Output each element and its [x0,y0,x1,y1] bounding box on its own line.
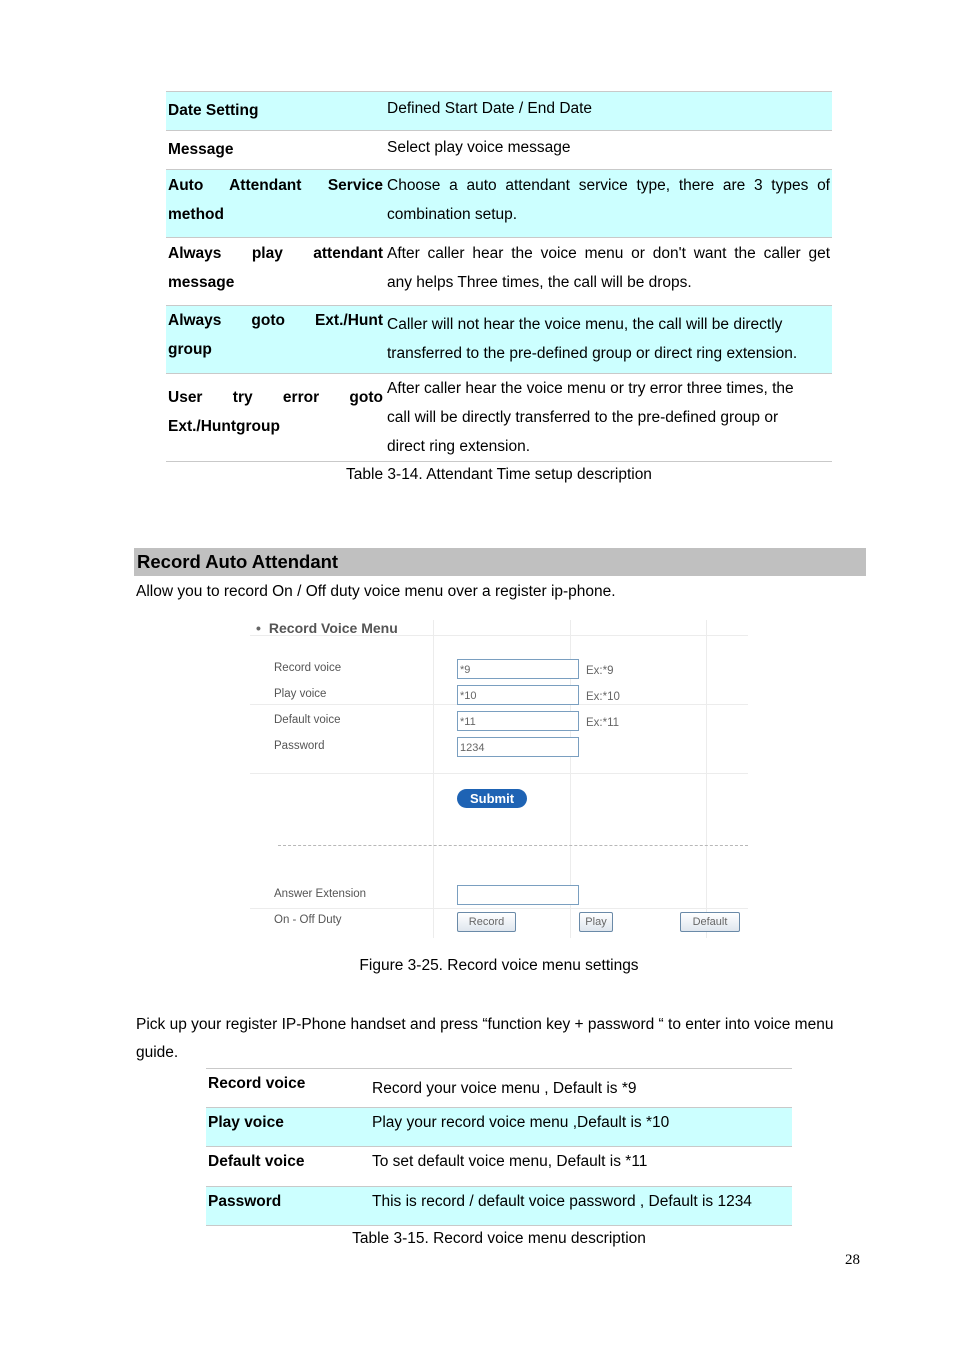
default-button[interactable]: Default [680,912,740,932]
record-voice-label: Record voice [274,662,342,674]
default-voice-input[interactable]: *11 [457,711,579,731]
table-row [206,1069,792,1108]
instruction-paragraph: Pick up your register IP-Phone handset and press “function key + password “ to enter into voice menu guide. [136,1016,834,1061]
table-row [166,306,832,374]
row-description: To set default voice menu, Default is *11 [372,1153,648,1170]
row-description: Select play voice message [387,139,571,156]
row-term: Play voice [206,1108,370,1147]
grid-line [706,620,707,938]
record-button[interactable]: Record [457,912,516,932]
play-button[interactable]: Play [579,912,613,932]
grid-line [433,620,434,938]
row-term: Default voice [208,1153,305,1170]
row-term: Message [168,141,234,158]
row-description: Defined Start Date / End Date [385,92,832,131]
row-description: Record your voice menu , Default is *9 [372,1080,637,1097]
default-voice-label: Default voice [274,714,341,726]
table-row [206,1187,792,1226]
row-description: Caller will not hear the voice menu, the call will be directly transferred to the pre-defined group or direct ring extension. [385,306,832,374]
record-voice-menu-table [206,1068,792,1226]
section-heading-bar [134,548,866,576]
grid-line [250,773,748,774]
play-voice-input[interactable]: *10 [457,685,579,705]
record-voice-menu-screenshot [250,616,750,942]
table-row [166,131,832,170]
row-description: Choose a auto attendant service type, there are 3 types of combination setup. [385,170,832,238]
page-number: 28 [845,1252,860,1268]
table-row [206,1147,792,1187]
section-heading: Record Auto Attendant [137,551,339,572]
row-term: Auto Attendant Service method [166,170,385,238]
row-description: This is record / default voice password , Default is 1234 [370,1187,792,1226]
password-input[interactable]: 1234 [457,737,579,757]
play-voice-label: Play voice [274,688,327,700]
play-voice-example: Ex:*10 [586,691,620,703]
record-voice-input[interactable]: *9 [457,659,579,679]
figure-caption: Figure 3-25. Record voice menu settings [359,957,639,974]
table-caption: Table 3-15. Record voice menu description [352,1230,646,1247]
row-term: Password [206,1187,370,1226]
submit-button[interactable]: Submit [457,789,527,808]
table-row [206,1108,792,1147]
row-term: Always play attendant message [168,245,383,291]
table-caption: Table 3-14. Attendant Time setup description [346,466,652,483]
grid-line [250,908,748,909]
row-term: User try error goto Ext./Huntgroup [168,389,383,435]
table-row [166,374,832,462]
answer-extension-label: Answer Extension [274,888,367,900]
table-row [166,170,832,238]
section-intro: Allow you to record On / Off duty voice menu over a register ip-phone. [136,583,616,600]
record-voice-example: Ex:*9 [586,665,614,677]
on-off-duty-label: On - Off Duty [274,914,342,926]
table-row [166,92,832,131]
answer-extension-input[interactable] [457,885,579,905]
row-description: After caller hear the voice menu or don't want the caller get any helps Three times, the call will be drops. [387,245,830,291]
row-term: Date Setting [166,92,385,131]
record-voice-menu-title: • Record Voice Menu [256,620,398,636]
attendant-time-table [166,91,832,462]
row-term: Always goto Ext./Hunt group [166,306,385,374]
dashed-divider [278,845,748,846]
password-label: Password [274,740,325,752]
row-description: Play your record voice menu ,Default is *10 [370,1108,792,1147]
default-voice-example: Ex:*11 [586,717,620,729]
table-row [166,238,832,306]
row-term: Record voice [208,1075,306,1092]
row-description: After caller hear the voice menu or try error three times, the call will be directly transferred to the pre-defined group or direct ring extension. [387,380,794,455]
